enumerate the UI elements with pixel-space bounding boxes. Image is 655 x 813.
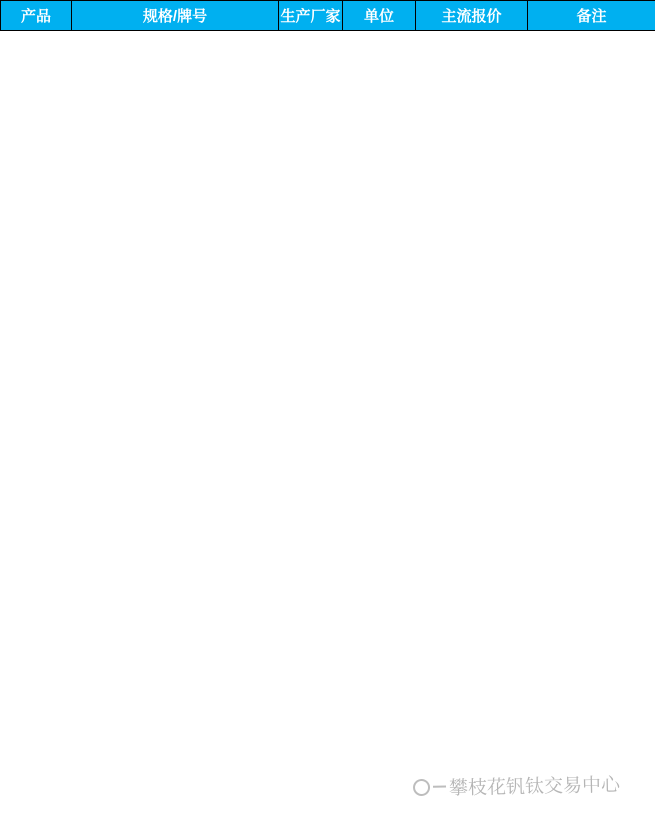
watermark-dash xyxy=(433,785,446,787)
exchange-ring-logo-icon xyxy=(413,778,430,795)
watermark xyxy=(413,769,621,801)
header-note: 备注 xyxy=(528,1,655,31)
header-unit: 单位 xyxy=(343,1,416,31)
table-header xyxy=(1,1,655,31)
header-spec: 规格/牌号 xyxy=(72,1,279,31)
header-price: 主流报价 xyxy=(416,1,528,31)
header-product: 产品 xyxy=(1,1,72,31)
watermark-text: 攀枝花钒钛交易中心 xyxy=(448,774,621,799)
commodity-price-table xyxy=(0,0,655,31)
header-maker: 生产厂家 xyxy=(279,1,343,31)
